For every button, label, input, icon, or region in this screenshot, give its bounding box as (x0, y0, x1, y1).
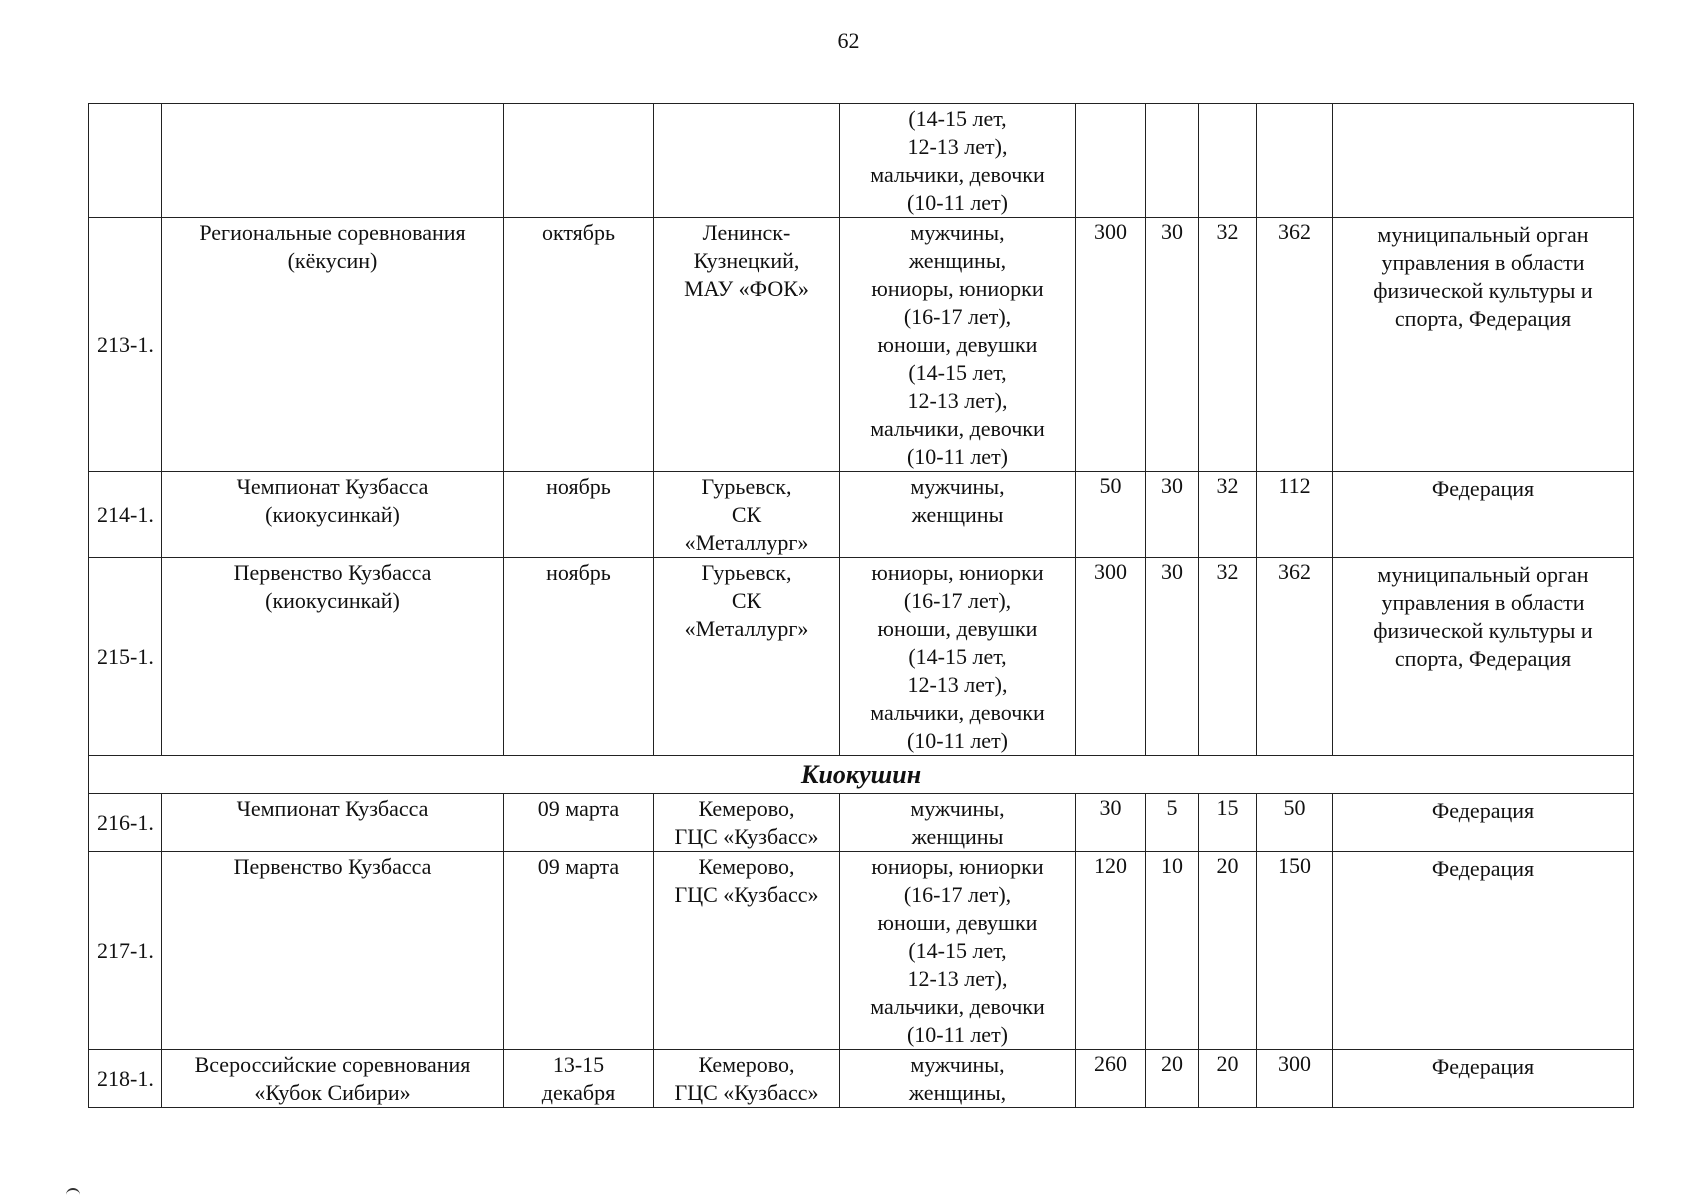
place-cell (654, 104, 840, 218)
count-3: 32 (1199, 558, 1257, 756)
row-number: 215-1. (89, 558, 162, 756)
row-number: 217-1. (89, 852, 162, 1050)
count-1: 300 (1076, 558, 1146, 756)
count-3: 20 (1199, 1050, 1257, 1108)
count-1: 300 (1076, 218, 1146, 472)
event-participants: мужчины, женщины, (840, 1050, 1076, 1108)
count-total: 150 (1257, 852, 1333, 1050)
event-place: Кемерово, ГЦС «Кузбасс» (654, 852, 840, 1050)
count-total: 300 (1257, 1050, 1333, 1108)
section-title: Киокушин (89, 756, 1634, 794)
table-row (89, 218, 1634, 472)
date-cell (504, 104, 654, 218)
count-total: 362 (1257, 218, 1333, 472)
event-date: ноябрь (504, 472, 654, 558)
event-date: 09 марта (504, 794, 654, 852)
event-participants: мужчины, женщины (840, 794, 1076, 852)
count-3: 20 (1199, 852, 1257, 1050)
count-3: 15 (1199, 794, 1257, 852)
event-name: Первенство Кузбасса (162, 852, 504, 1050)
event-organizer: Федерация (1333, 794, 1634, 852)
count-2: 30 (1146, 558, 1199, 756)
table-row (89, 558, 1634, 756)
table-row (89, 794, 1634, 852)
count-total: 362 (1257, 558, 1333, 756)
row-number: 213-1. (89, 218, 162, 472)
count-3: 32 (1199, 218, 1257, 472)
event-name: Всероссийские соревнования «Кубок Сибири» (162, 1050, 504, 1108)
event-place: Гурьевск, СК «Металлург» (654, 558, 840, 756)
event-date: 09 марта (504, 852, 654, 1050)
event-participants: юниоры, юниорки (16-17 лет), юноши, девушки (14-15 лет, 12-13 лет), мальчики, девочки (10-11 лет) (840, 852, 1076, 1050)
event-place: Гурьевск, СК «Металлург» (654, 472, 840, 558)
count-1: 50 (1076, 472, 1146, 558)
count-1: 120 (1076, 852, 1146, 1050)
table-row (89, 472, 1634, 558)
event-organizer: Федерация (1333, 1050, 1634, 1108)
event-organizer: муниципальный орган управления в области физической культуры и спорта, Федерация (1333, 218, 1634, 472)
table-row (89, 852, 1634, 1050)
count-1: 30 (1076, 794, 1146, 852)
name-cell (162, 104, 504, 218)
event-date: 13-15 декабря (504, 1050, 654, 1108)
count-2: 20 (1146, 1050, 1199, 1108)
event-date: октябрь (504, 218, 654, 472)
count-2: 10 (1146, 852, 1199, 1050)
row-number: 218-1. (89, 1050, 162, 1108)
count-2: 5 (1146, 794, 1199, 852)
event-name: Чемпионат Кузбасса (162, 794, 504, 852)
page-number: 62 (837, 28, 860, 53)
count-total: 112 (1257, 472, 1333, 558)
event-participants: мужчины, женщины (840, 472, 1076, 558)
events-table (88, 103, 1634, 1108)
event-name: Региональные соревнования (кёкусин) (162, 218, 504, 472)
event-place: Кемерово, ГЦС «Кузбасс» (654, 794, 840, 852)
event-participants: мужчины, женщины, юниоры, юниорки (16-17 лет), юноши, девушки (14-15 лет, 12-13 лет), мальчики, девочки (10-11 лет) (840, 218, 1076, 472)
event-name: Чемпионат Кузбасса (киокусинкай) (162, 472, 504, 558)
row-number: 214-1. (89, 472, 162, 558)
participants-cell: (14-15 лет, 12-13 лет), мальчики, девочки (10-11 лет) (840, 104, 1076, 218)
table-row (89, 104, 1634, 218)
event-organizer: Федерация (1333, 472, 1634, 558)
event-place: Кемерово, ГЦС «Кузбасс» (654, 1050, 840, 1108)
count-2: 30 (1146, 218, 1199, 472)
num-cell (89, 104, 162, 218)
event-participants: юниоры, юниорки (16-17 лет), юноши, девушки (14-15 лет, 12-13 лет), мальчики, девочки (10-11 лет) (840, 558, 1076, 756)
count-1: 260 (1076, 1050, 1146, 1108)
event-organizer: муниципальный орган управления в области физической культуры и спорта, Федерация (1333, 558, 1634, 756)
event-name: Первенство Кузбасса (киокусинкай) (162, 558, 504, 756)
row-number: 216-1. (89, 794, 162, 852)
count-2: 30 (1146, 472, 1199, 558)
count-3: 32 (1199, 472, 1257, 558)
table-row (89, 1050, 1634, 1108)
count-total: 50 (1257, 794, 1333, 852)
event-place: Ленинск- Кузнецкий, МАУ «ФОК» (654, 218, 840, 472)
event-organizer: Федерация (1333, 852, 1634, 1050)
event-date: ноябрь (504, 558, 654, 756)
section-header-row (89, 756, 1634, 794)
